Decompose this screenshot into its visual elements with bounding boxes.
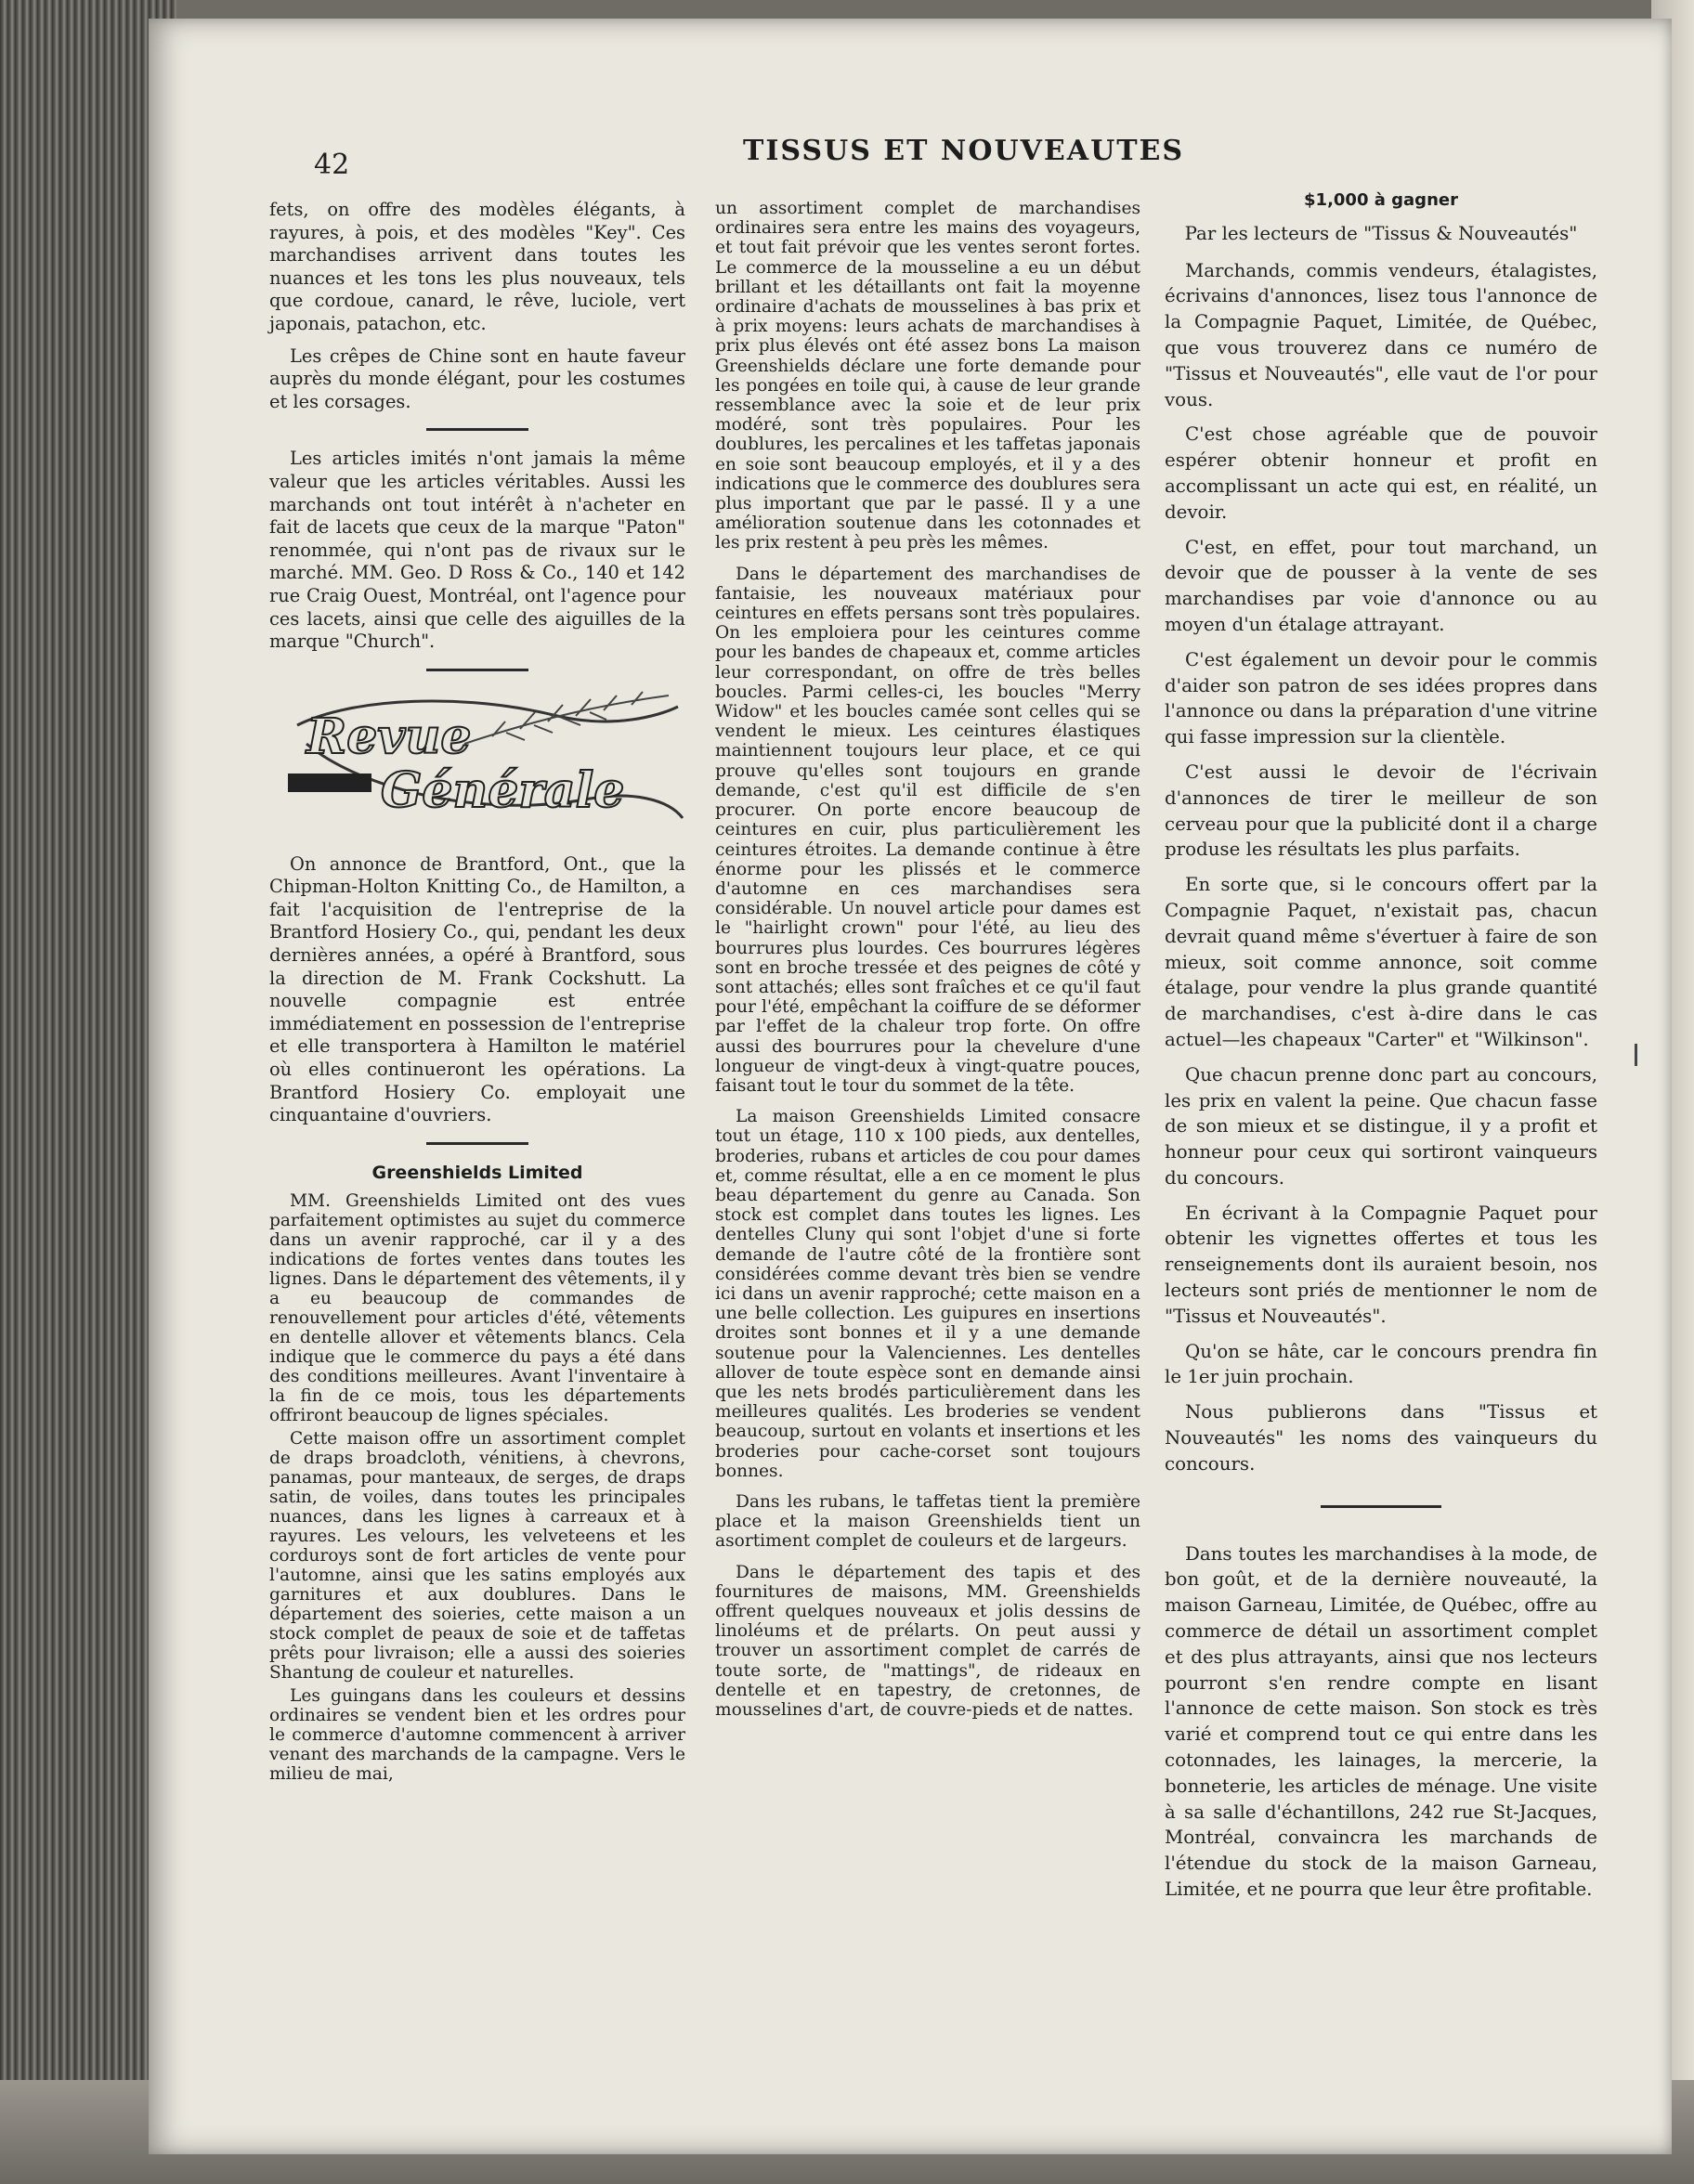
column-3 [1165,190,1597,1912]
paragraph: Les guingans dans les couleurs et dessins ordinaires se vendent bien et les ordres pour le commerce d'automne commencent à arriver venant des marchands de la campagne. Vers le milieu de mai, [269,1686,685,1785]
section-heading-greenshields: Greenshields Limited [371,1162,583,1183]
paragraph: Que chacun prenne donc part au concours, les prix en valent la peine. Que chacun fasse de son mieux et se distingue, il y a profit et honneur pour ceux qui sortiront vainqueurs du concours. [1165,1063,1597,1189]
paragraph: un assortiment complet de marchandises ordinaires sera entre les mains des voyageurs, et tout fait prévoir que les ventes seront fortes. Le commerce de la mousseline a eu un début brillant et les détaillants ont fait la moyenne ordinaire d'achats de mousselines à bas prix et à prix moyens: leurs achats de marchandises à prix plus élevés ont été assez bons La maison Greenshields déclare une forte demande pour les pongées en toile qui, à cause de leur grande ressemblance avec la soie et de leur prix modéré, sont très populaires. Pour les doublures, les percalines et les taffetas japonais en soie sont beaucoup employés, et il y a des indications que le commerce des doublures sera plus important que par le passé. Il y a une amélioration soutenue dans les cotonnades et les prix restent à peu près les mêmes. [715,199,1140,553]
divider-rule [426,1142,528,1145]
paragraph: Dans toutes les marchandises à la mode, de bon goût, et de la dernière nouveauté, la maison Garneau, Limitée, de Québec, offre au commerce de détail un assortiment complet et des plus attrayants, ainsi que nos lecteurs pourront s'en rendre compte en lisant l'annonce de cette maison. Son stock es très varié et comprend tout ce qui entre dans les cotonnades, les lainages, la mercerie, la bonneterie, les articles de ménage. Une visite à sa salle d'échantillons, 242 rue St-Jacques, Montréal, convaincra les marchands de l'étendue du stock de la maison Garneau, Limitée, et ne pourra que leur être profitable. [1165,1542,1597,1901]
paragraph: C'est également un devoir pour le commis d'aider son patron de ses idées propres dans l'annonce ou dans la préparation d'une vitrine qui fasse impression sur la clientèle. [1165,648,1597,748]
paragraph: Marchands, commis vendeurs, étalagistes, écrivains d'annonces, lisez tous l'annonce de la Compagnie Paquet, Limitée, de Québec, que vous trouverez dans ce numéro de "Tissus et Nouveautés", elle vaut de l'or pour vous. [1165,259,1597,410]
paragraph: Dans le département des tapis et des fournitures de maisons, MM. Greenshields offrent quelques nouveaux et jolis dessins de linoléums et de prélarts. On peut aussi y trouver un assortiment complet de carrés de toute sorte, de "mattings", de rideaux en dentelle et en tapestry, de cretonnes, de mousselines d'art, de couvre-pieds et de nattes. [715,1562,1140,1721]
paragraph: Dans les rubans, le taffetas tient la première place et la maison Greenshields tient un asortiment complet de couleurs et de largeurs. [715,1492,1140,1552]
paragraph: En écrivant à la Compagnie Paquet pour obtenir les vignettes offertes et tous les renseignements dont ils auraient besoin, nos lecteurs sont priés de mentionner le nom de "Tissus et Nouveautés". [1165,1202,1597,1327]
divider-rule [1321,1505,1441,1508]
revue-generale-logo [279,688,687,833]
paragraph: En sorte que, si le concours offert par la Compagnie Paquet, n'existait pas, chacun devrait quand même s'évertuer à faire de son mieux, soit comme annonce, soit comme étalage, pour vendre la plus grande quantité de marchandises, c'est à-dire dans le cas actuel—les chapeaux "Carter" et "Wilkinson". [1165,874,1597,1050]
paragraph: Les articles imités n'ont jamais la même valeur que les articles véritables. Aussi les marchands ont tout intérêt à n'acheter en fait de lacets que ceux de la marque "Paton" renommée, qui n'ont pas de rivaux sur le marché. MM. Geo. D Ross & Co., 140 et 142 rue Craig Ouest, Montréal, ont l'agence pour ces lacets, ainsi que celle des aiguilles de la marque "Church". [269,448,685,653]
revue-generale-emblem [279,688,687,833]
paragraph: Dans le département des marchandises de fantaisie, les nouveaux matériaux pour ceintures en effets persans sont très populaires. On les emploiera pour les ceintures comme pour les bandes de chapeaux et, comme articles leur correspondant, on offre de très belles boucles. Parmi celles-ci, les boucles "Merry Widow" et les boucles camée sont celles qui se vendent le mieux. Les ceintures élastiques maintiennent toujours leur place, et ce qui prouve qu'elles sont toujours en grande demande, c'est qu'il est difficile de s'en procurer. On porte encore beaucoup de ceintures en cuir, plus particulièrement les ceintures étroites. La demande continue à être énorme pour les plissés et le commerce d'automne en ces marchandises sera considérable. Un nouvel article pour dames est le "hairlight crown" pour l'été, au lieu des bourrures plus lourdes. Ces bourrures légères sont en broche tressée et des peignes de côté y sont attachés; elles sont fraîches et ce qu'il faut pour l'été, empêchant la coiffure de se déformer par l'effet de la chaleur trop forte. On offre aussi des bourrures pour la chevelure d'une longueur de vingt-deux à vingt-quatre pouces, faisant tout le tour du sommet de la tête. [715,564,1140,1096]
running-title: TISSUS ET NOUVEAUTES [743,135,1185,167]
paragraph: Les crêpes de Chine sont en haute faveur auprès du monde élégant, pour les costumes et les corsages. [269,344,685,412]
paragraph: La maison Greenshields Limited consacre tout un étage, 110 x 100 pieds, aux dentelles, broderies, rubans et articles de cou pour dames et, comme résultat, elle a en ce moment le plus beau département du genre au Canada. Son stock est complet dans toutes les lignes. Les dentelles Cluny qui sont l'objet d'une si forte demande de l'autre côté de la frontière sont considérées comme devant très bien se vendre ici dans un avenir rapproché; cette maison en a une belle collection. Les guipures en insertions droites sont bonnes et il y a une demande soutenue pour la Valenciennes. Les dentelles allover de toute espèce sont en demande ainsi que les nets brodés particulièrement dans les meilleures qualités. Les broderies se vendent beaucoup, surtout en volants et insertions et les broderies pour cache-corset sont toujours bonnes. [715,1107,1140,1481]
page-number: 42 [314,149,350,181]
column-2 [715,199,1140,1731]
paragraph: MM. Greenshields Limited ont des vues parfaitement optimistes au sujet du commerce dans un avenir rapproché, car il y a des indications de fortes ventes dans toutes les lignes. Dans le département des vêtements, il y a eu beaucoup de commandes de renouvellement pour articles d'été, vêtements en dentelle allover et vêtements blancs. Cela indique que le commerce du pays a été dans des conditions meilleures. Avant l'inventaire à la fin de ce mois, tous les départements offriront beaucoup de lignes spéciales. [269,1191,685,1426]
divider-rule [426,428,528,431]
divider-rule [426,669,528,671]
logo-line-1: Revue [306,708,472,765]
paragraph: Nous publierons dans "Tissus et Nouveautés" les noms des vainqueurs du concours. [1165,1401,1597,1475]
paragraph: C'est aussi le devoir de l'écrivain d'annonces de tirer le meilleur de son cerveau pour que la publicité dont il a charge produse les résultats les plus parfaits. [1165,760,1597,861]
contest-subline: Par les lecteurs de "Tissus & Nouveautés" [1184,222,1578,244]
paragraph: C'est, en effet, pour tout marchand, un devoir que de pousser à la vente de ses marchandises par voie d'annonce ou au moyen d'un étalage attrayant. [1165,536,1597,635]
paragraph: On annonce de Brantford, Ont., que la Chipman-Holton Knitting Co., de Hamilton, a fait l'acquisition de l'entreprise de la Brantford Hosiery Co., qui, pendant les deux dernières années, a opéré à Brantford, sous la direction de M. Frank Cockshutt. La nouvelle compagnie est entrée immédiatement en possession de l'entreprise et elle transportera à Hamilton le matériel où elles continueront les opérations. La Brantford Hosiery Co. employait une cinquantaine d'ouvriers. [269,852,685,1126]
contest-heading: $1,000 à gagner [1304,190,1458,210]
paragraph: Qu'on se hâte, car le concours prendra fin le 1er juin prochain. [1165,1340,1597,1388]
paragraph: fets, on offre des modèles élégants, à rayures, à pois, et des modèles "Key". Ces marchandises arrivent dans toutes les nuances et les tons les plus nouveaux, tels que cordoue, canard, le rêve, luciole, vert japonais, patachon, etc. [269,199,685,334]
paragraph: Cette maison offre un assortiment complet de draps broadcloth, vénitiens, à chevrons, panamas, pour manteaux, de serges, de draps satin, de voiles, dans toutes les principales nuances, dans les lignes à carreaux et à rayures. Les velours, les velveteens et les corduroys sont de fort articles de vente pour l'automne, ainsi que les satins employés aux garnitures et aux doublures. Dans le département des soieries, cette maison a un stock complet de peaux de soie et de taffetas prêts pour livraison; elle a aussi des soieries Shantung de couleur et naturelles. [269,1429,685,1684]
column-1 [269,199,685,1788]
margin-mark [1635,1044,1637,1066]
paragraph: C'est chose agréable que de pouvoir espérer obtenir honneur et profit en accomplissant un acte qui est, en réalité, un devoir. [1165,423,1597,523]
logo-line-2: Générale [381,761,625,819]
